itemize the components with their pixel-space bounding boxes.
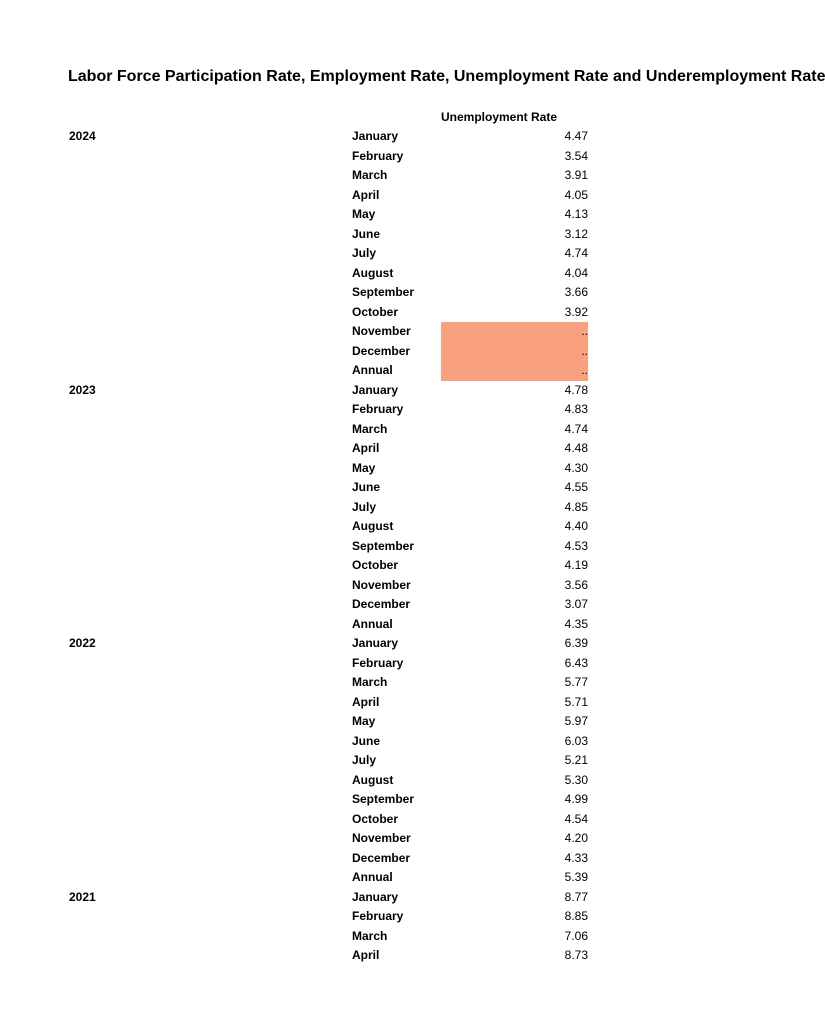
- unemployment-rate-cell: 3.91: [564, 168, 588, 182]
- unemployment-rate-cell: 4.30: [564, 460, 588, 475]
- unemployment-rate-cell: 5.71: [564, 694, 588, 709]
- column-header-unemployment-rate: Unemployment Rate: [441, 110, 558, 124]
- unemployment-rate-cell: 5.30: [564, 772, 588, 787]
- month-cell: April: [352, 948, 380, 962]
- month-cell: January: [352, 382, 399, 397]
- month-cell: October: [352, 558, 399, 572]
- month-cell: April: [352, 441, 380, 455]
- table-row: [0, 381, 768, 401]
- unemployment-rate-cell: 4.47: [564, 129, 588, 143]
- unemployment-rate-cell: 3.66: [564, 285, 588, 299]
- table-row: [0, 478, 768, 498]
- table-row: [0, 517, 768, 537]
- unemployment-rate-cell: 8.73: [564, 948, 588, 962]
- month-cell: March: [352, 421, 388, 436]
- year-cell: 2022: [69, 636, 96, 650]
- unemployment-rate-cell: 3.56: [564, 577, 588, 592]
- table-row: [0, 459, 768, 479]
- unemployment-rate-cell: 4.55: [564, 480, 588, 494]
- table-row: [0, 712, 768, 732]
- table-row: [0, 225, 768, 245]
- table-row: [0, 829, 768, 849]
- unemployment-rate-cell: 3.07: [564, 597, 588, 611]
- month-cell: February: [352, 148, 404, 163]
- month-cell: Annual: [352, 616, 393, 631]
- table-row: [0, 556, 768, 576]
- month-cell: June: [352, 733, 381, 748]
- table-row: [0, 439, 768, 459]
- month-cell: December: [352, 597, 411, 611]
- table-row: [0, 420, 768, 440]
- unemployment-rate-cell: 4.53: [564, 538, 588, 553]
- month-cell: February: [352, 402, 404, 416]
- unemployment-rate-cell: 4.40: [564, 519, 588, 533]
- unemployment-rate-cell: ..: [441, 322, 588, 342]
- month-cell: March: [352, 168, 388, 182]
- table-row: [0, 732, 768, 752]
- table-row: [0, 615, 768, 635]
- month-cell: August: [352, 265, 394, 280]
- table-row: [0, 361, 768, 381]
- table-row: [0, 654, 768, 674]
- table-row: [0, 907, 768, 927]
- month-cell: January: [352, 636, 399, 650]
- unemployment-rate-cell: 4.04: [564, 265, 588, 280]
- unemployment-rate-cell: 4.13: [564, 207, 588, 221]
- table-row: [0, 498, 768, 518]
- month-cell: November: [352, 577, 411, 592]
- unemployment-rate-cell: 7.06: [564, 928, 588, 943]
- month-cell: January: [352, 889, 399, 904]
- month-cell: July: [352, 753, 377, 767]
- unemployment-rate-cell: 8.85: [564, 909, 588, 923]
- month-cell: January: [352, 129, 399, 143]
- unemployment-rate-cell: 4.19: [564, 558, 588, 572]
- month-cell: Annual: [352, 870, 393, 884]
- table-row: [0, 400, 768, 420]
- month-cell: June: [352, 226, 381, 241]
- table-row: [0, 810, 768, 830]
- table-row: [0, 595, 768, 615]
- unemployment-rate-cell: 8.77: [564, 889, 588, 904]
- month-cell: April: [352, 694, 380, 709]
- table-row: [0, 751, 768, 771]
- unemployment-rate-cell: 4.35: [564, 616, 588, 631]
- unemployment-rate-cell: 4.74: [564, 421, 588, 436]
- unemployment-rate-cell: 5.21: [564, 753, 588, 767]
- month-cell: November: [352, 324, 411, 338]
- year-cell: 2021: [69, 889, 96, 904]
- month-cell: February: [352, 655, 404, 670]
- unemployment-rate-cell: 4.74: [564, 246, 588, 260]
- table-row: [0, 322, 768, 342]
- unemployment-rate-cell: 6.03: [564, 733, 588, 748]
- year-cell: 2023: [69, 382, 96, 397]
- unemployment-rate-cell: 4.20: [564, 831, 588, 845]
- unemployment-rate-cell: 4.78: [564, 382, 588, 397]
- unemployment-rate-cell: 4.05: [564, 187, 588, 202]
- table-row: [0, 127, 768, 147]
- table-row: [0, 888, 768, 908]
- month-cell: September: [352, 538, 415, 553]
- table-row: [0, 303, 768, 323]
- table-row: [0, 576, 768, 596]
- month-cell: Annual: [352, 363, 393, 377]
- table-row: [0, 849, 768, 869]
- data-table: [0, 127, 768, 966]
- unemployment-rate-cell: 3.12: [564, 226, 588, 241]
- table-row: [0, 634, 768, 654]
- month-cell: October: [352, 304, 399, 319]
- month-cell: August: [352, 772, 394, 787]
- unemployment-rate-cell: 3.92: [564, 304, 588, 319]
- unemployment-rate-cell: 4.54: [564, 811, 588, 826]
- table-row: [0, 946, 768, 966]
- table-row: [0, 673, 768, 693]
- table-row: [0, 166, 768, 186]
- table-row: [0, 927, 768, 947]
- unemployment-rate-cell: 5.97: [564, 714, 588, 728]
- month-cell: November: [352, 831, 411, 845]
- table-row: [0, 283, 768, 303]
- month-cell: June: [352, 480, 381, 494]
- month-cell: April: [352, 187, 380, 202]
- unemployment-rate-cell: 4.85: [564, 499, 588, 514]
- month-cell: March: [352, 928, 388, 943]
- month-cell: July: [352, 499, 377, 514]
- month-cell: September: [352, 792, 415, 806]
- unemployment-rate-cell: 3.54: [564, 148, 588, 163]
- table-row: [0, 693, 768, 713]
- month-cell: December: [352, 850, 411, 865]
- table-row: [0, 868, 768, 888]
- unemployment-rate-cell: ..: [441, 361, 588, 381]
- unemployment-rate-cell: 5.77: [564, 675, 588, 689]
- unemployment-rate-cell: 6.43: [564, 655, 588, 670]
- year-cell: 2024: [69, 129, 96, 143]
- unemployment-rate-cell: ..: [441, 342, 588, 362]
- table-row: [0, 342, 768, 362]
- unemployment-rate-cell: 4.33: [564, 850, 588, 865]
- unemployment-rate-cell: 4.83: [564, 402, 588, 416]
- sheet-title: Labor Force Participation Rate, Employment Rate, Unemployment Rate and Underemployment Rate: [68, 68, 825, 85]
- table-row: [0, 790, 768, 810]
- month-cell: September: [352, 285, 415, 299]
- table-row: [0, 244, 768, 264]
- month-cell: March: [352, 675, 388, 689]
- table-row: [0, 205, 768, 225]
- month-cell: July: [352, 246, 377, 260]
- table-row: [0, 186, 768, 206]
- month-cell: October: [352, 811, 399, 826]
- table-row: [0, 537, 768, 557]
- table-row: [0, 147, 768, 167]
- unemployment-rate-cell: 6.39: [564, 636, 588, 650]
- month-cell: May: [352, 714, 376, 728]
- month-cell: February: [352, 909, 404, 923]
- month-cell: August: [352, 519, 394, 533]
- unemployment-rate-cell: 5.39: [564, 870, 588, 884]
- unemployment-rate-cell: 4.99: [564, 792, 588, 806]
- month-cell: May: [352, 460, 376, 475]
- table-row: [0, 264, 768, 284]
- month-cell: May: [352, 207, 376, 221]
- unemployment-rate-cell: 4.48: [564, 441, 588, 455]
- table-row: [0, 771, 768, 791]
- month-cell: December: [352, 343, 411, 358]
